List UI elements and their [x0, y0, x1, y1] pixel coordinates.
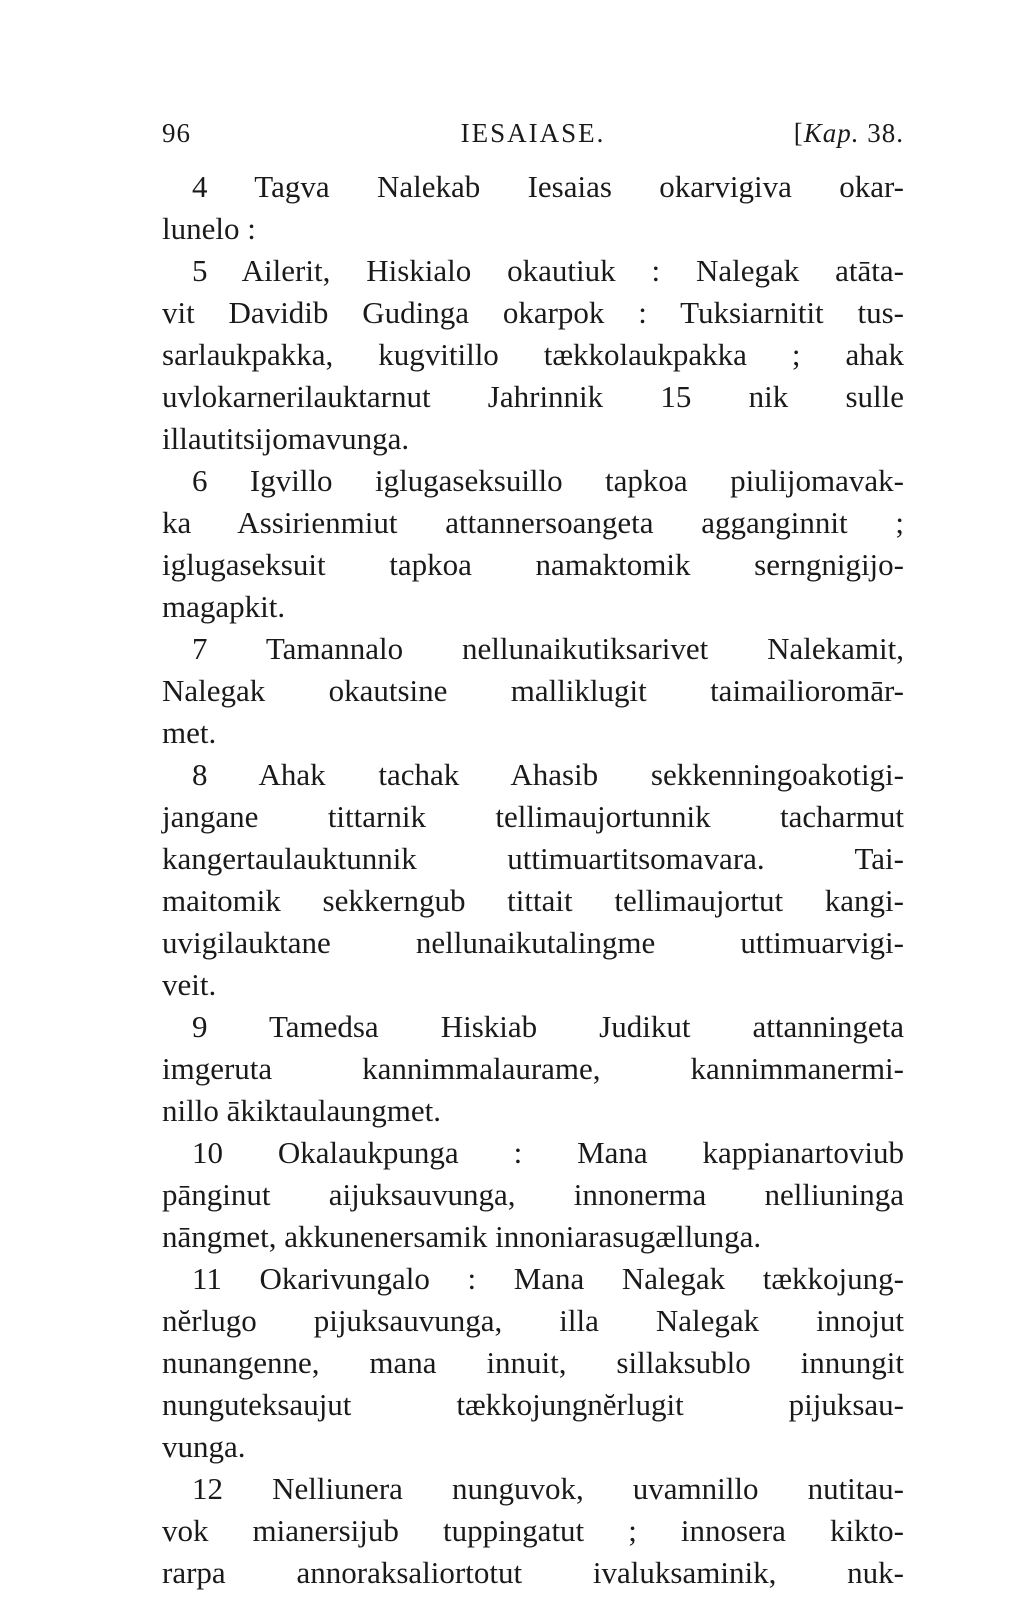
text-line: uvlokarnerilauktarnut Jahrinnik 15 nik sulle [162, 379, 904, 414]
text-line: ka Assirienmiut attannersoangeta agganginnit ; [162, 505, 904, 540]
text-line: maitomik sekkerngub tittait tellimaujortut kangi- [162, 883, 904, 918]
text-line: kangertaulauktunnik uttimuartitsomavara. Tai- [162, 841, 904, 876]
text-line: illautitsijomavunga. [162, 421, 410, 456]
text-line: 7 Tamannalo nellunaikutiksarivet Nalekamit, [192, 631, 904, 666]
text-line: magapkit. [162, 589, 286, 624]
text-line: 9 Tamedsa Hiskiab Judikut attanningeta [192, 1009, 904, 1044]
chapter-bracket: [ [793, 118, 804, 148]
text-line: met. [162, 715, 217, 750]
text-line: vunga. [162, 1429, 246, 1464]
text-line: lunelo : [162, 211, 256, 246]
text-line: 8 Ahak tachak Ahasib sekkenningoakotigi- [192, 757, 904, 792]
text-line: 10 Okalaukpunga : Mana kappianartoviub [192, 1135, 904, 1170]
text-line: sarlaukpakka, kugvitillo tækkolaukpakka ; ahak [162, 337, 904, 372]
text-line: 5 Ailerit, Hiskialo okautiuk : Nalegak atāta- [192, 253, 904, 288]
text-line: vok mianersijub tuppingatut ; innosera kikto- [162, 1513, 904, 1548]
text-line: nĕrlugo pijuksauvunga, illa Nalegak innojut [162, 1303, 904, 1338]
text-line: 12 Nelliunera nunguvok, uvamnillo nutitau- [192, 1471, 904, 1506]
text-line: imgeruta kannimmalaurame, kannimmanermi- [162, 1051, 904, 1086]
text-line: 6 Igvillo iglugaseksuillo tapkoa piulijomavak- [192, 463, 904, 498]
page [162, 118, 904, 1594]
book-title: IESAIASE. [460, 118, 606, 148]
text-line: pānginut aijuksauvunga, innonerma nelliuninga [162, 1177, 904, 1212]
text-line: uvigilauktane nellunaikutalingme uttimuarvigi- [162, 925, 904, 960]
text-line: veit. [162, 967, 217, 1002]
chapter-number: 38. [859, 118, 904, 148]
text-line: nillo ākiktaulaungmet. [162, 1093, 441, 1128]
chapter-kap: Kap. [803, 118, 860, 148]
text-line: vit Davidib Gudinga okarpok : Tuksiarnitit tus- [162, 295, 904, 330]
text-line: Nalegak okautsine malliklugit taimailioromār- [162, 673, 904, 708]
text-line: rarpa annoraksaliortotut ivaluksaminik, nuk- [162, 1555, 904, 1590]
text-line: iglugaseksuit tapkoa namaktomik serngnigijo- [162, 547, 904, 582]
page-number: 96 [162, 118, 191, 148]
text-body [162, 166, 904, 1594]
text-line: nāngmet, akkunenersamik innoniarasugællunga. [162, 1219, 762, 1254]
running-head [162, 118, 904, 158]
text-line: 11 Okarivungalo : Mana Nalegak tækkojung- [192, 1261, 904, 1296]
text-line: nunguteksaujut tækkojungnĕrlugit pijuksau- [162, 1387, 904, 1422]
text-line: nunangenne, mana innuit, sillaksublo innungit [162, 1345, 904, 1380]
text-line: jangane tittarnik tellimaujortunnik tacharmut [162, 799, 904, 834]
text-line: 4 Tagva Nalekab Iesaias okarvigiva okar- [192, 169, 904, 204]
chapter-reference [794, 118, 904, 149]
